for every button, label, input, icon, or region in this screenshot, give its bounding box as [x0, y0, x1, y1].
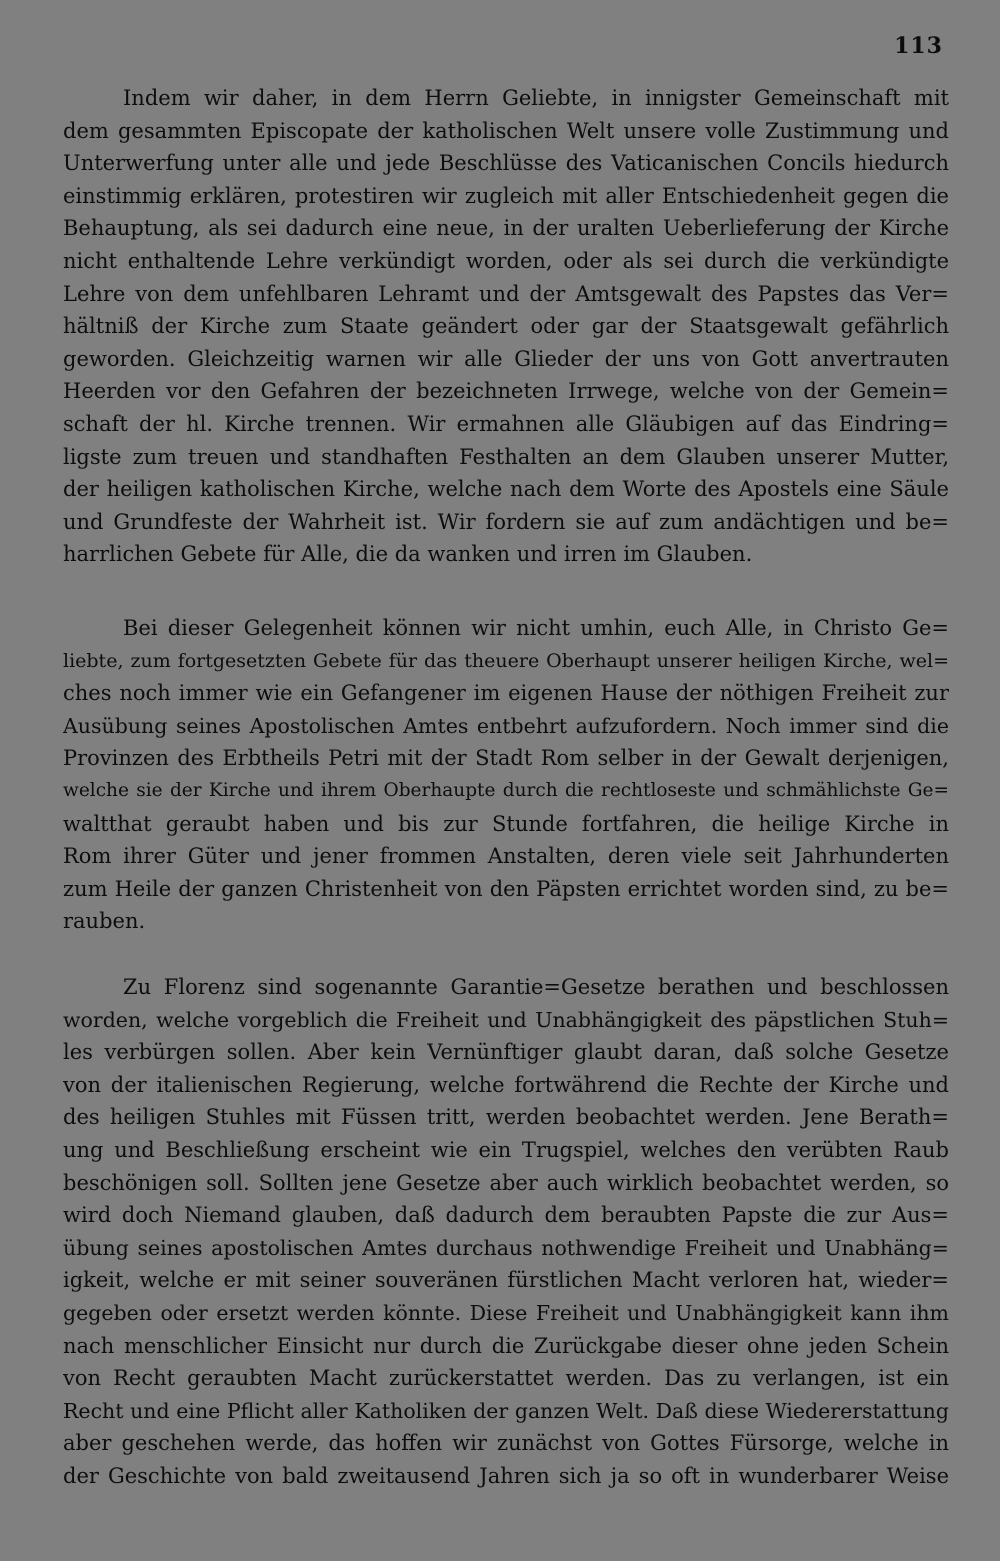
text-line: nach menschlicher Einsicht nur durch die Zurückgabe dieser ohne jeden Schein: [63, 1333, 949, 1358]
text-line: les verbürgen sollen. Aber kein Vernünftiger glaubt daran, daß solche Gesetze: [63, 1040, 949, 1065]
text-line: schaft der hl. Kirche trennen. Wir ermahnen alle Gläubigen auf das Eindring=: [63, 411, 949, 436]
text-line: Behauptung, als sei dadurch eine neue, in der uralten Ueberlieferung der Kirche: [63, 216, 949, 241]
paragraph-2: [63, 612, 949, 938]
text-line: worden, welche vorgeblich die Freiheit und Unabhängigkeit des päpstlichen Stuh=: [63, 1007, 949, 1032]
text-line: Bei dieser Gelegenheit können wir nicht umhin, euch Alle, in Christo Ge=: [123, 616, 949, 640]
text-line: beschönigen soll. Sollten jene Gesetze aber auch wirklich beobachtet werden, so: [63, 1170, 949, 1195]
text-line: hältniß der Kirche zum Staate geändert oder gar der Staatsgewalt gefährlich: [63, 314, 949, 339]
text-line: Rom ihrer Güter und jener frommen Anstalten, deren viele seit Jahrhunderten: [63, 844, 949, 869]
text-line: nicht enthaltende Lehre verkündigt worden, oder als sei durch die verkündigte: [63, 248, 949, 273]
paragraph-1: [63, 82, 949, 571]
text-line: ung und Beschließung erscheint wie ein Trugspiel, welches den verübten Raub: [63, 1137, 949, 1162]
text-line: und Grundfeste der Wahrheit ist. Wir fordern sie auf zum andächtigen und be=: [63, 509, 949, 534]
text-line: rauben.: [63, 909, 146, 934]
text-line: dem gesammten Episcopate der katholischen Welt unsere volle Zustimmung und: [63, 118, 949, 143]
text-line: wird doch Niemand glauben, daß dadurch dem beraubten Papste die zur Aus=: [63, 1203, 949, 1228]
text-line: ligste zum treuen und standhaften Festhalten an dem Glauben unserer Mutter,: [63, 444, 949, 469]
page-number: 113: [894, 33, 943, 59]
paragraph-3: [63, 971, 949, 1493]
text-line: Unterwerfung unter alle und jede Beschlüsse des Vaticanischen Concils hiedurch: [63, 151, 949, 176]
text-line: von Recht geraubten Macht zurückerstattet werden. Das zu verlangen, ist ein: [63, 1366, 949, 1391]
text-line: geworden. Gleichzeitig warnen wir alle Glieder der uns von Gott anvertrauten: [63, 346, 949, 371]
text-line: waltthat geraubt haben und bis zur Stunde fortfahren, die heilige Kirche in: [63, 811, 949, 836]
text-line: Lehre von dem unfehlbaren Lehramt und der Amtsgewalt des Papstes das Ver=: [63, 281, 949, 306]
text-line: Recht und eine Pflicht aller Katholiken der ganzen Welt. Daß diese Wiedererstattung: [63, 1398, 949, 1423]
text-line: aber geschehen werde, das hoffen wir zunächst von Gottes Fürsorge, welche in: [63, 1431, 949, 1456]
text-line: liebte, zum fortgesetzten Gebete für das theuere Oberhaupt unserer heiligen Kirche, wel=: [63, 649, 949, 672]
text-line: Indem wir daher, in dem Herrn Geliebte, in innigster Gemeinschaft mit: [123, 86, 949, 110]
text-line: von der italienischen Regierung, welche fortwährend die Rechte der Kirche und: [63, 1072, 949, 1097]
text-line: der heiligen katholischen Kirche, welche nach dem Worte des Apostels eine Säule: [63, 477, 949, 502]
text-line: Provinzen des Erbtheils Petri mit der Stadt Rom selber in der Gewalt derjenigen,: [63, 746, 949, 771]
text-line: des heiligen Stuhles mit Füssen tritt, werden beobachtet werden. Jene Berath=: [63, 1105, 949, 1130]
text-line: welche sie der Kirche und ihrem Oberhaupte durch die rechtloseste und schmählichste Ge=: [63, 779, 949, 801]
text-line: igkeit, welche er mit seiner souveränen fürstlichen Macht verloren hat, wieder=: [63, 1268, 949, 1293]
text-line: einstimmig erklären, protestiren wir zugleich mit aller Entschiedenheit gegen die: [63, 183, 949, 208]
text-line: gegeben oder ersetzt werden könnte. Diese Freiheit und Unabhängigkeit kann ihm: [63, 1300, 949, 1325]
text-line: ches noch immer wie ein Gefangener im eigenen Hause der nöthigen Freiheit zur: [63, 681, 949, 706]
text-line: der Geschichte von bald zweitausend Jahren sich ja so oft in wunderbarer Weise: [63, 1463, 949, 1488]
text-line: harrlichen Gebete für Alle, die da wanken und irren im Glauben.: [63, 542, 753, 567]
text-line: Zu Florenz sind sogenannte Garantie=Gesetze berathen und beschlossen: [123, 975, 949, 999]
text-line: Heerden vor den Gefahren der bezeichneten Irrwege, welche von der Gemein=: [63, 379, 949, 404]
text-line: Ausübung seines Apostolischen Amtes entbehrt aufzufordern. Noch immer sind die: [63, 713, 949, 738]
text-line: zum Heile der ganzen Christenheit von den Päpsten errichtet worden sind, zu be=: [63, 876, 949, 901]
text-line: übung seines apostolischen Amtes durchaus nothwendige Freiheit und Unabhäng=: [63, 1235, 949, 1260]
